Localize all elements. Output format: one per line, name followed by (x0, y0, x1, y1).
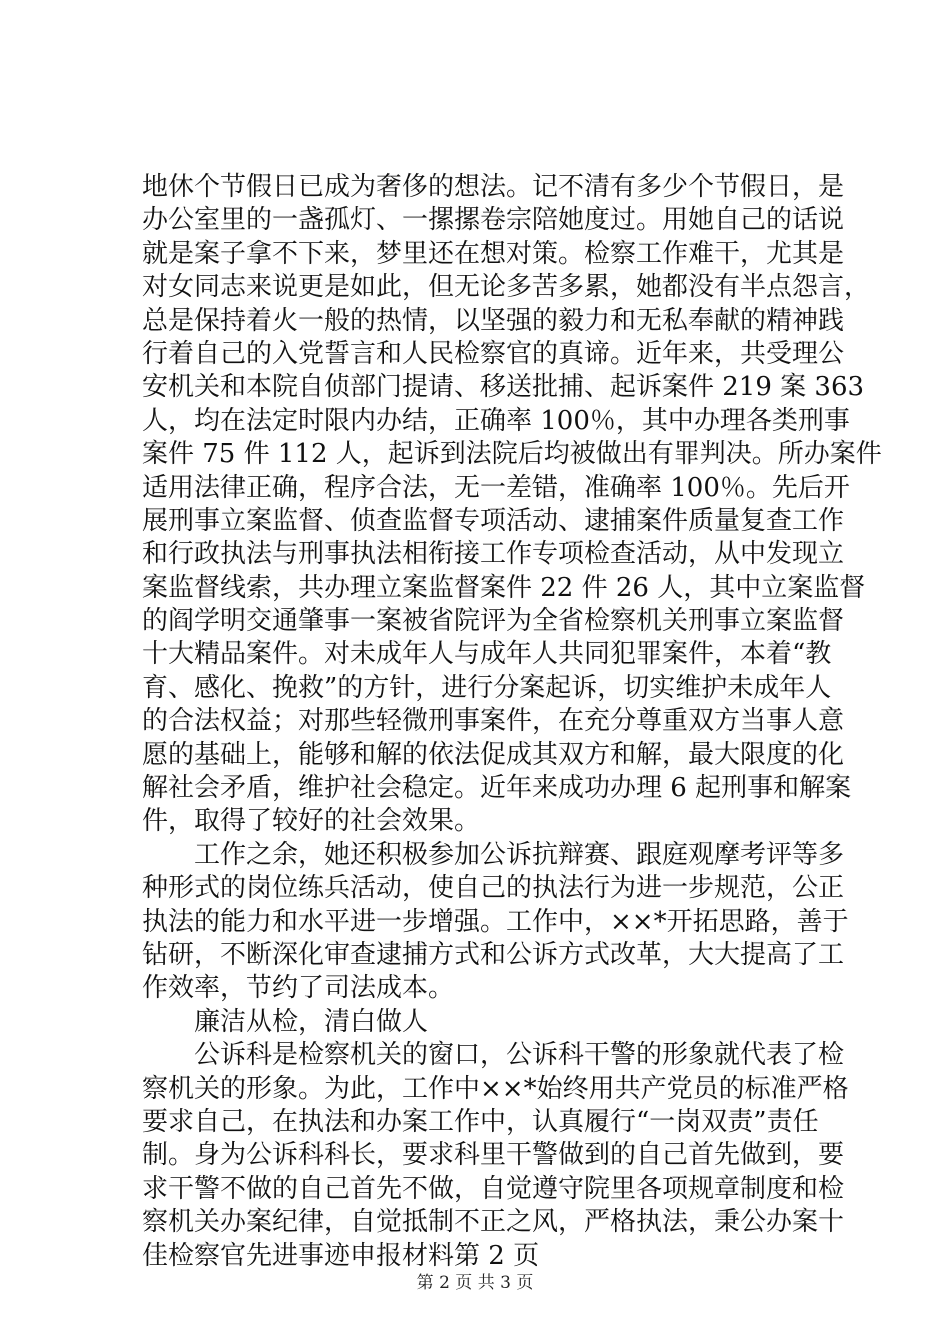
text-line: 佳检察官先进事迹申报材料第 2 页 (142, 1240, 540, 1271)
text-line: 件，取得了较好的社会效果。 (142, 806, 481, 837)
text-line: 案件 75 件 112 人，起诉到法院后均被做出有罪判决。所办案件 (142, 439, 882, 470)
text-line: 制。身为公诉科科长，要求科里干警做到的自己首先做到，要 (142, 1140, 845, 1171)
text-line: 种形式的岗位练兵活动，使自己的执法行为进一步规范，公正 (142, 873, 845, 904)
text-line: 公诉科是检察机关的窗口，公诉科干警的形象就代表了检 (194, 1040, 845, 1071)
text-line: 愿的基础上，能够和解的依法促成其双方和解，最大限度的化 (142, 739, 845, 770)
text-line: 行着自己的入党誓言和人民检察官的真谛。近年来，共受理公 (142, 338, 845, 369)
document-body (142, 171, 882, 1273)
text-line: 钻研，不断深化审查逮捕方式和公诉方式改革，大大提高了工 (142, 939, 845, 970)
text-line: 就是案子拿不下来，梦里还在想对策。检察工作难干，尤其是 (142, 238, 845, 269)
text-line: 安机关和本院自侦部门提请、移送批捕、起诉案件 219 案 363 (142, 372, 865, 403)
text-line: 求干警不做的自己首先不做，自觉遵守院里各项规章制度和检 (142, 1173, 845, 1204)
text-line: 人，均在法定时限内办结，正确率 100％，其中办理各类刑事 (142, 405, 850, 436)
text-line: 总是保持着火一般的热情，以坚强的毅力和无私奉献的精神践 (142, 305, 845, 336)
text-line: 的合法权益；对那些轻微刑事案件，在充分尊重双方当事人意 (142, 706, 845, 737)
text-line: 察机关办案纪律，自觉抵制不正之风，严格执法，秉公办案十 (142, 1207, 845, 1238)
text-line: 要求自己，在执法和办案工作中，认真履行“一岗双责”责任 (142, 1106, 819, 1137)
text-line: 解社会矛盾，维护社会稳定。近年来成功办理 6 起刑事和解案 (142, 773, 852, 804)
text-line: 察机关的形象。为此，工作中××*始终用共产党员的标准严格 (142, 1073, 849, 1104)
text-line: 育、感化、挽救”的方针，进行分案起诉，切实维护未成年人 (142, 672, 832, 703)
page-footer: 第 2 页 共 3 页 (416, 1273, 534, 1293)
text-line: 和行政执法与刑事执法相衔接工作专项检查活动，从中发现立 (142, 539, 845, 570)
text-line: 作效率，节约了司法成本。 (142, 973, 455, 1004)
text-line: 展刑事立案监督、侦查监督专项活动、逮捕案件质量复查工作 (142, 505, 845, 536)
text-line: 十大精品案件。对未成年人与成年人共同犯罪案件，本着“教 (142, 639, 832, 670)
text-line: 地休个节假日已成为奢侈的想法。记不清有多少个节假日，是 (142, 172, 845, 202)
text-line: 案监督线索，共办理立案监督案件 22 件 26 人，其中立案监督 (142, 572, 866, 603)
text-line: 办公室里的一盏孤灯、一摞摞卷宗陪她度过。用她自己的话说 (142, 205, 845, 236)
text-line: 对女同志来说更是如此，但无论多苦多累，她都没有半点怨言， (142, 272, 871, 303)
text-line: 廉洁从检，清白做人 (194, 1006, 429, 1037)
text-line: 适用法律正确，程序合法，无一差错，准确率 100％。先后开 (142, 472, 850, 503)
text-line: 的阎学明交通肇事一案被省院评为全省检察机关刑事立案监督 (142, 606, 845, 637)
text-line: 执法的能力和水平进一步增强。工作中，××*开拓思路，善于 (142, 906, 849, 937)
text-line: 工作之余，她还积极参加公诉抗辩赛、跟庭观摩考评等多 (194, 839, 845, 870)
